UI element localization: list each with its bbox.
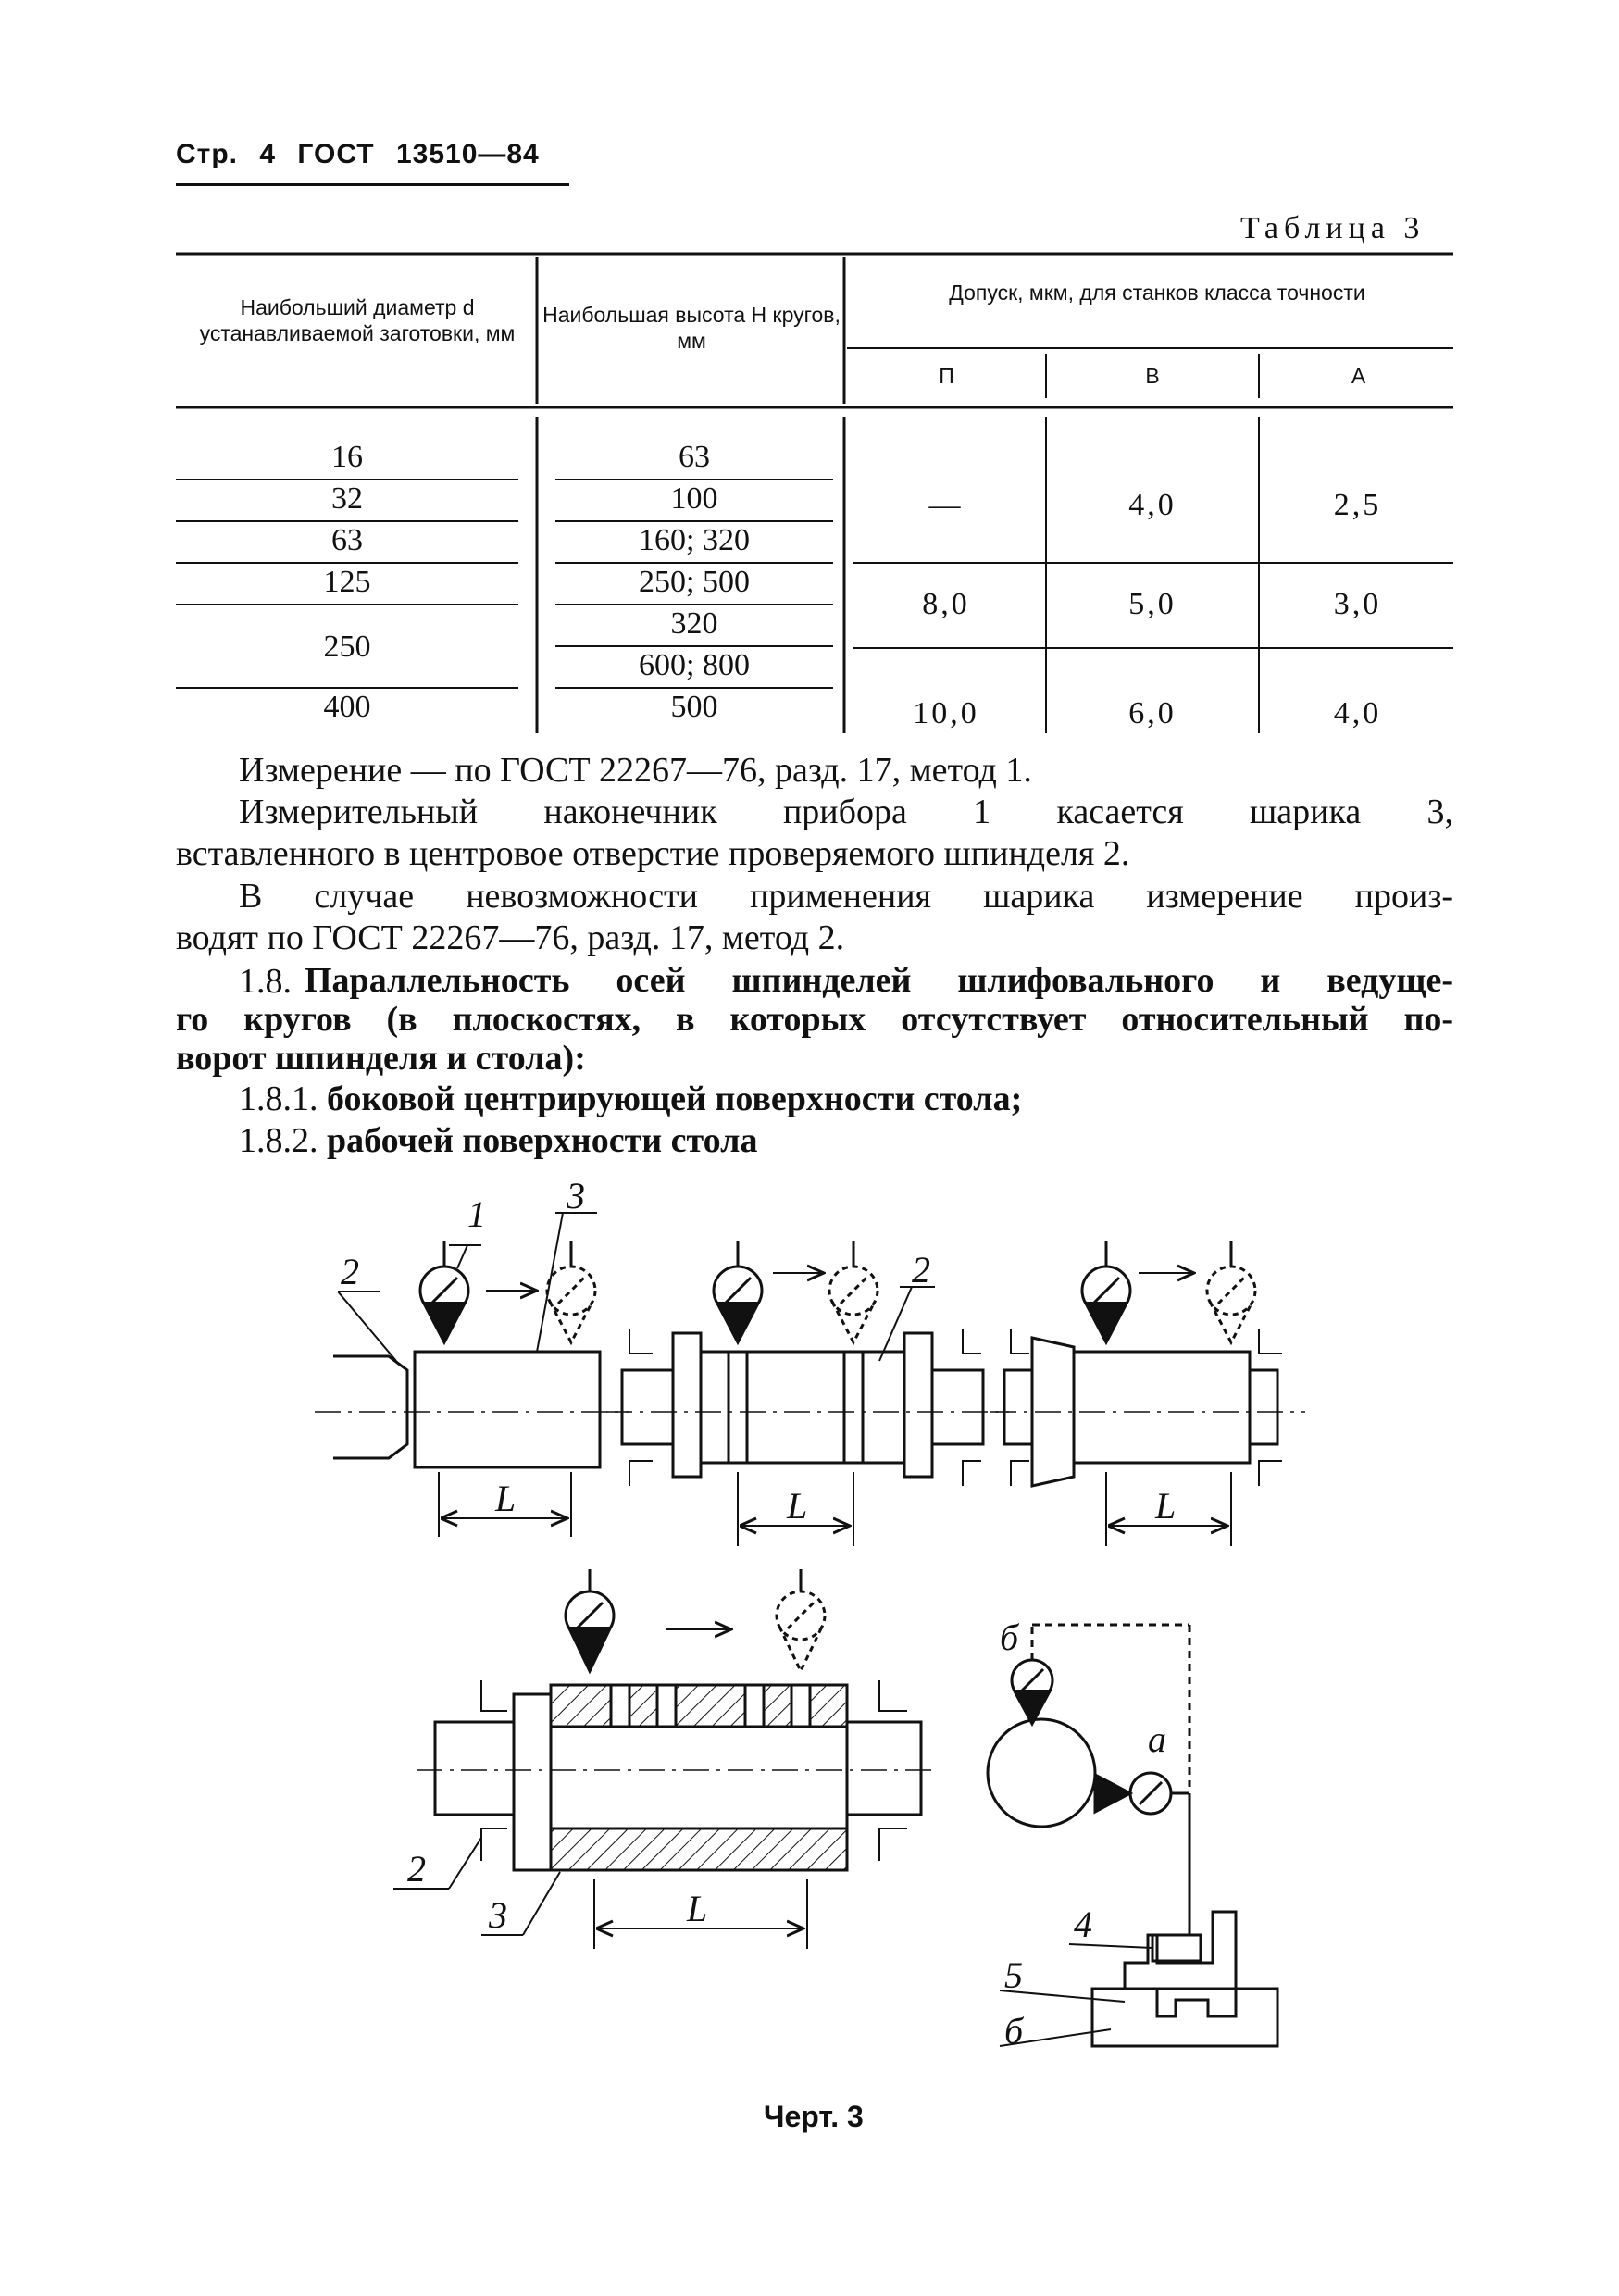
- height-cell: 250; 500: [639, 565, 750, 599]
- label-2: 2: [407, 1848, 426, 1890]
- page-number: 4: [259, 139, 277, 169]
- height-cell: 500: [670, 690, 718, 724]
- class-a: А: [1351, 364, 1366, 388]
- tolerance-cell: 8,0: [922, 587, 970, 621]
- label-3: 3: [489, 1894, 507, 1936]
- tolerance-cell: 4,0: [1333, 696, 1382, 730]
- height-cell: 600; 800: [639, 648, 750, 682]
- fig-spindle-mandrel: [606, 1241, 1009, 1546]
- height-cell: 100: [670, 481, 718, 516]
- label-2: 2: [912, 1249, 930, 1291]
- figure-caption: Черт. 3: [764, 2100, 864, 2133]
- label-6: б: [1004, 2010, 1024, 2052]
- standard-label: ГОСТ: [297, 139, 375, 169]
- label-b: б: [1000, 1616, 1019, 1658]
- standard-code: 13510—84: [395, 139, 540, 169]
- section-number: 1.8.: [239, 962, 292, 1001]
- page-label: Стр.: [176, 139, 239, 169]
- paragraph-measurement: Измерение — по ГОСТ 22267—76, разд. 17, метод 1.: [239, 751, 1032, 790]
- tolerance-cell: 4,0: [1128, 488, 1177, 522]
- label-4: 4: [1074, 1903, 1092, 1945]
- section-1-8-line-3: ворот шпинделя и стола):: [176, 1039, 586, 1078]
- paragraph-alt-2: водят по ГОСТ 22267—76, разд. 17, метод 2.: [176, 918, 845, 957]
- paragraph-probe-2: вставленного в центровое отверстие проверяемого шпинделя 2.: [176, 834, 1130, 873]
- section-text: боковой центрирующей поверхности стола;: [327, 1079, 1023, 1118]
- tolerance-cell: —: [928, 488, 964, 522]
- tolerance-cell: 6,0: [1128, 696, 1177, 730]
- section-title: Параллельность осей шпинделей шлифовального и ведуще-: [305, 961, 1453, 1000]
- diameter-cell: 16: [331, 440, 363, 474]
- label-5: 5: [1004, 1954, 1023, 1996]
- diameter-cell: 32: [331, 481, 363, 516]
- height-cell: 63: [679, 440, 710, 474]
- class-p: П: [939, 364, 954, 388]
- diameter-cell: 400: [323, 690, 371, 724]
- paragraph-probe-1: Измерительный наконечник прибора 1 касается шарика 3,: [239, 792, 1453, 831]
- label-1: 1: [467, 1193, 486, 1235]
- tolerance-cell: 10,0: [913, 696, 979, 730]
- tolerance-cell: 3,0: [1333, 587, 1382, 621]
- tolerance-cell: 5,0: [1128, 587, 1177, 621]
- label-L: L: [495, 1478, 517, 1519]
- label-3: 3: [567, 1175, 585, 1217]
- height-cell: 160; 320: [639, 523, 750, 557]
- label-a: а: [1148, 1718, 1166, 1760]
- label-L: L: [687, 1888, 708, 1929]
- col-height-header: Наибольшая высота H кругов, мм: [542, 303, 841, 353]
- paragraph-alt-1: В случае невозможности применения шарика измерение произ-: [239, 877, 1453, 916]
- class-v: В: [1145, 364, 1160, 388]
- section-text: рабочей поверхности стола: [327, 1121, 758, 1160]
- tolerance-cell: 2,5: [1333, 488, 1382, 522]
- label-L: L: [1155, 1485, 1177, 1527]
- section-number: 1.8.1.: [239, 1079, 318, 1118]
- diameter-cell: 250: [323, 630, 371, 664]
- height-cell: 320: [670, 606, 718, 641]
- fig-hollow-spindle: [393, 1569, 935, 1949]
- col-tolerance-header: Допуск, мкм, для станков класса точности: [949, 281, 1365, 305]
- table-caption: Таблица 3: [1240, 211, 1426, 245]
- section-number: 1.8.2.: [239, 1121, 318, 1160]
- fig-spindle-ball: [315, 1213, 629, 1537]
- fig-spindle-taper: [990, 1241, 1305, 1546]
- label-L: L: [787, 1485, 808, 1527]
- section-1-8-line-2: го кругов (в плоскостях, в которых отсутствует относительный по-: [176, 1000, 1453, 1039]
- diameter-cell: 125: [323, 565, 371, 599]
- label-2: 2: [341, 1251, 359, 1292]
- col-diameter-header: Наибольший диаметр d устанавливаемой заготовки, мм: [199, 295, 516, 345]
- fig-cross-section: [988, 1625, 1277, 2046]
- diameter-cell: 63: [331, 523, 363, 557]
